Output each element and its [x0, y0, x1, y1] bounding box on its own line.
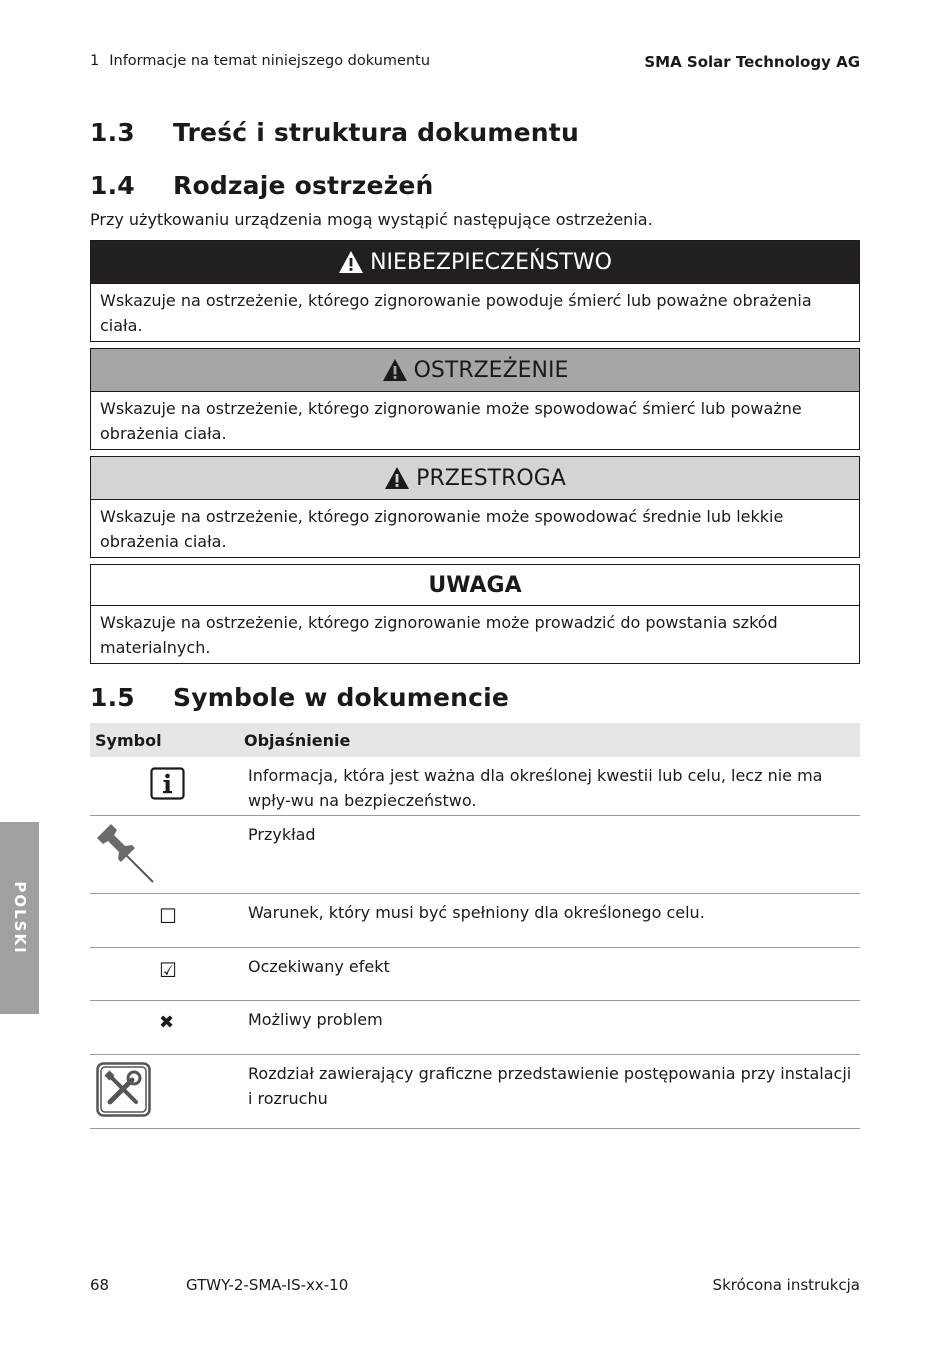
warning-header [91, 349, 859, 392]
symbol-cell [90, 816, 248, 893]
warning-text: Wskazuje na ostrzeżenie, którego zignorowanie powoduje śmierć lub poważne obrażenia ciała. [100, 291, 812, 335]
column-header-symbol: Symbol [95, 730, 162, 750]
table-row [90, 948, 860, 1001]
document-type: Skrócona instrukcja [712, 1276, 860, 1294]
pushpin-icon [95, 822, 157, 884]
table-row [90, 1001, 860, 1055]
table-header [90, 723, 860, 757]
explanation-cell: Warunek, który musi być spełniony dla określonego celu. [248, 903, 705, 922]
symbol-table [90, 723, 860, 1129]
warning-box-notice [90, 564, 860, 664]
heading-number: 1.4 [90, 171, 135, 200]
table-row [90, 757, 860, 816]
warning-title: PRZESTROGA [416, 465, 566, 491]
warning-header [91, 241, 859, 284]
explanation-cell: Możliwy problem [248, 1010, 383, 1029]
warning-title: UWAGA [428, 572, 522, 598]
warning-header [91, 565, 859, 606]
explanation-cell: Rozdział zawierający graficzne przedstawienie postępowania przy instalacji i rozruchu [248, 1064, 852, 1108]
language-tab-label: POLSKI [10, 881, 29, 955]
symbol-cell [90, 757, 248, 815]
explanation-cell: Informacja, która jest ważna dla określonej kwestii lub celu, lecz nie ma wpły-wu na bezpieczeństwo. [248, 766, 823, 810]
symbol-cell [90, 1001, 248, 1054]
tools-icon [96, 1062, 151, 1117]
warning-triangle-icon [382, 358, 408, 382]
table-row [90, 894, 860, 948]
warning-box-warning [90, 348, 860, 450]
heading-title: Symbole w dokumencie [173, 683, 510, 712]
warning-title: NIEBEZPIECZEŃSTWO [370, 249, 612, 275]
explanation-cell: Oczekiwany efekt [248, 957, 390, 976]
warning-text: Wskazuje na ostrzeżenie, którego zignorowanie może spowodować śmierć lub poważne obrażenia ciała. [100, 399, 802, 443]
symbol-cell [90, 894, 248, 947]
warning-box-caution [90, 456, 860, 558]
heading-1-5 [90, 683, 509, 712]
warning-text: Wskazuje na ostrzeżenie, którego zignorowanie może spowodować średnie lub lekkie obrażenia ciała. [100, 507, 784, 551]
chapter-title: Informacje na temat niniejszego dokumentu [109, 53, 431, 69]
warning-title: OSTRZEŻENIE [413, 357, 569, 383]
info-icon [150, 767, 185, 800]
checkbox-empty-icon: ☐ [159, 904, 177, 928]
language-tab [0, 822, 39, 1014]
warning-triangle-icon [338, 250, 364, 274]
chapter-number: 1 [90, 53, 100, 69]
document-code: GTWY-2-SMA-IS-xx-10 [186, 1276, 349, 1294]
heading-title: Rodzaje ostrzeżeń [173, 171, 434, 200]
cross-icon: ✖ [159, 1012, 175, 1033]
page-number: 68 [90, 1276, 110, 1294]
heading-number: 1.5 [90, 683, 135, 712]
warning-box-danger [90, 240, 860, 342]
heading-1-4 [90, 171, 434, 200]
heading-title: Treść i struktura dokumentu [173, 118, 579, 147]
intro-paragraph: Przy użytkowaniu urządzenia mogą wystąpić następujące ostrzeżenia. [90, 210, 653, 229]
warning-triangle-icon [384, 466, 410, 490]
warning-header [91, 457, 859, 500]
table-row [90, 1055, 860, 1129]
heading-number: 1.3 [90, 118, 135, 147]
table-row [90, 816, 860, 894]
running-header-chapter [90, 53, 430, 69]
symbol-cell [90, 948, 248, 1000]
column-header-explanation: Objaśnienie [244, 730, 351, 750]
heading-1-3 [90, 118, 579, 147]
explanation-cell: Przykład [248, 825, 316, 844]
warning-text: Wskazuje na ostrzeżenie, którego zignorowanie może prowadzić do powstania szkód materialnych. [100, 613, 778, 657]
symbol-cell [90, 1055, 248, 1128]
company-name: SMA Solar Technology AG [644, 53, 860, 71]
checkbox-checked-icon: ☑ [159, 958, 177, 982]
